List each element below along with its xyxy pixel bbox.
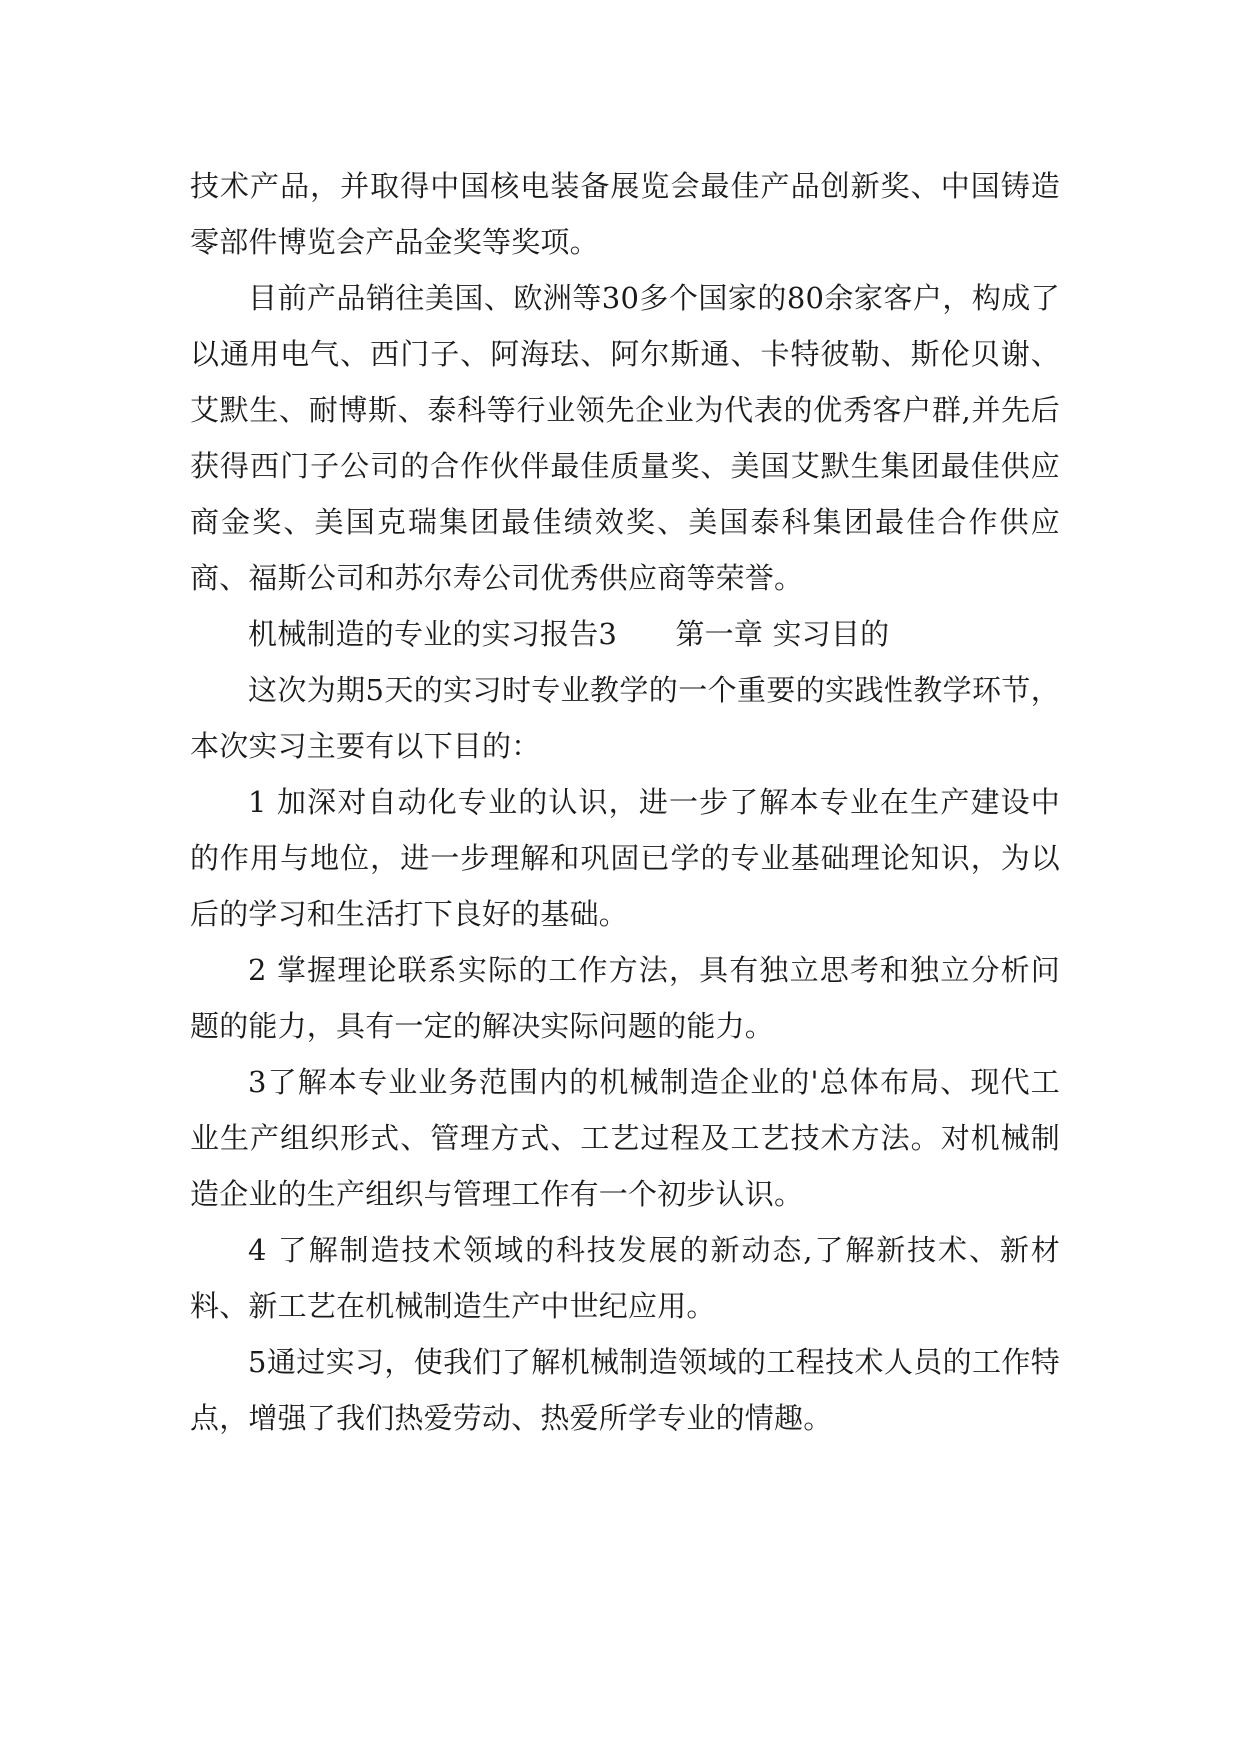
- paragraph-purpose-5: 5通过实习，使我们了解机械制造领域的工程技术人员的工作特点，增强了我们热爱劳动、热爱所学专业的情趣。: [190, 1345, 1060, 1435]
- paragraph-purpose-2: 2 掌握理论联系实际的工作方法，具有独立思考和独立分析问题的能力，具有一定的解决实际问题的能力。: [190, 953, 1060, 1043]
- paragraph-report-heading: 机械制造的专业的实习报告3 第一章 实习目的: [248, 617, 890, 651]
- paragraph-continued-awards: 技术产品，并取得中国核电装备展览会最佳产品创新奖、中国铸造零部件博览会产品金奖等奖项。: [190, 169, 1060, 259]
- document-body: [190, 158, 1060, 1446]
- paragraph-purpose-4: 4 了解制造技术领域的科技发展的新动态,了解新技术、新材料、新工艺在机械制造生产中世纪应用。: [190, 1233, 1060, 1323]
- paragraph-customers: 目前产品销往美国、欧洲等30多个国家的80余家客户，构成了以通用电气、西门子、阿海珐、阿尔斯通、卡特彼勒、斯伦贝谢、艾默生、耐博斯、泰科等行业领先企业为代表的优秀客户群,并先后获得西门子公司的合作伙伴最佳质量奖、美国艾默生集团最佳供应商金奖、美国克瑞集团最佳绩效奖、美国泰科集团最佳合作供应商、福斯公司和苏尔寿公司优秀供应商等荣誉。: [190, 281, 1060, 595]
- paragraph-purpose-3: 3了解本专业业务范围内的机械制造企业的'总体布局、现代工业生产组织形式、管理方式、工艺过程及工艺技术方法。对机械制造企业的生产组织与管理工作有一个初步认识。: [190, 1065, 1060, 1211]
- paragraph-internship-intro: 这次为期5天的实习时专业教学的一个重要的实践性教学环节，本次实习主要有以下目的：: [190, 673, 1060, 763]
- paragraph-purpose-1: 1 加深对自动化专业的认识，进一步了解本专业在生产建设中的作用与地位，进一步理解和巩固已学的专业基础理论知识，为以后的学习和生活打下良好的基础。: [190, 785, 1060, 931]
